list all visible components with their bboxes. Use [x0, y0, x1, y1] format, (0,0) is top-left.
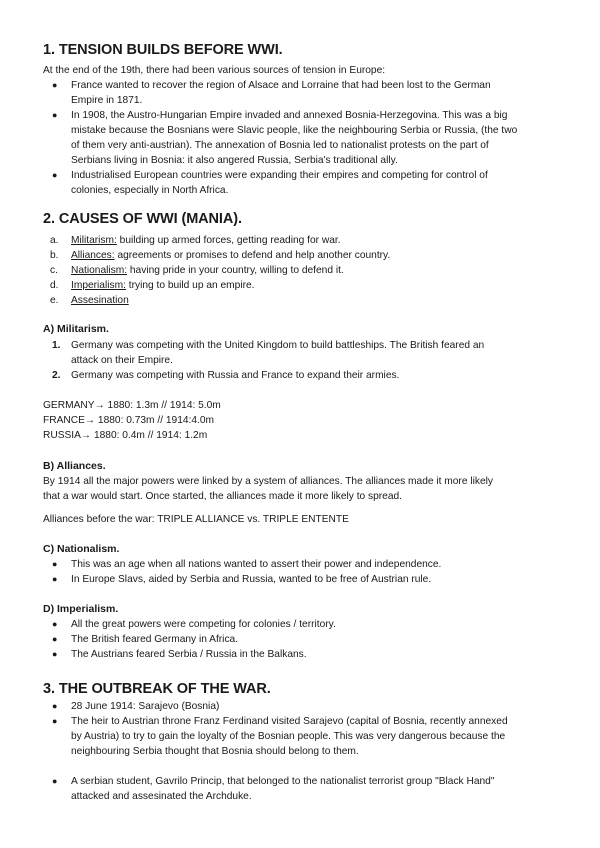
- bullet-icon: ●: [52, 574, 58, 584]
- s1-bullet-1-line-1: France wanted to recover the region of Alsace and Lorraine that had been lost to the German: [71, 80, 491, 91]
- bullet-icon: ●: [52, 716, 58, 726]
- s1-bullet-3-line-2: colonies, especially in North Africa.: [71, 185, 229, 196]
- cause-term: Militarism:: [71, 235, 117, 246]
- army-stat-france: FRANCE→ 1880: 0.73m // 1914:4.0m: [43, 415, 215, 426]
- militarism-heading: A) Militarism.: [43, 323, 109, 335]
- list-marker: e.: [50, 295, 59, 306]
- s1-bullet-1-line-2: Empire in 1871.: [71, 95, 143, 106]
- s3-bullet-2-line-2: by Austria) to try to gain the loyalty of the Bosnian people. This was very dangerous because the: [71, 731, 506, 742]
- cause-desc: having pride in your country, willing to defend it.: [127, 265, 344, 276]
- cause-desc: agreements or promises to defend and help another country.: [114, 250, 391, 261]
- bullet-icon: ●: [52, 619, 58, 629]
- s1-bullet-2-line-1: In 1908, the Austro-Hungarian Empire invaded and annexed Bosnia-Herzegovina. This was a big: [71, 110, 508, 121]
- s3-bullet-2-line-3: neighbouring Serbia thought that Bosnia should belong to them.: [71, 746, 359, 757]
- bullet-icon: ●: [52, 170, 58, 180]
- alliances-text-line-2: that a war would start. Once started, the alliances made it more likely to spread.: [43, 491, 402, 502]
- section-2-title: 2. CAUSES OF WWI (MANIA).: [43, 211, 242, 227]
- list-marker: c.: [50, 265, 58, 276]
- section-1-title: 1. TENSION BUILDS BEFORE WWI.: [43, 42, 283, 58]
- imperialism-item-2: The British feared Germany in Africa.: [71, 634, 239, 645]
- alliances-heading: B) Alliances.: [43, 460, 106, 472]
- s1-bullet-2-line-2: mistake because the Bosnians were Slavic people, like the neighbouring Serbia or Russia, (the two: [71, 125, 518, 136]
- cause-desc: trying to build up an empire.: [125, 280, 255, 291]
- section-3-title: 3. THE OUTBREAK OF THE WAR.: [43, 681, 271, 697]
- list-number: 1.: [52, 340, 61, 351]
- army-stat-russia: RUSSIA→ 1880: 0.4m // 1914: 1.2m: [43, 430, 208, 441]
- bullet-icon: ●: [52, 701, 58, 711]
- army-stat-germany: GERMANY→ 1880: 1.3m // 1914: 5.0m: [43, 400, 221, 411]
- imperialism-heading: D) Imperialism.: [43, 603, 119, 615]
- s3-bullet-2-line-1: The heir to Austrian throne Franz Ferdinand visited Sarajevo (capital of Bosnia, recently annexed: [71, 716, 508, 727]
- cause-item-alliances: [71, 248, 390, 263]
- cause-item-militarism: [71, 233, 341, 248]
- s1-bullet-2-line-3: of them very anti-austrian). The annexation of Bosnia led to nationalist protests on the part of: [71, 140, 489, 151]
- bullet-icon: ●: [52, 776, 58, 786]
- cause-item-nationalism: [71, 263, 344, 278]
- list-number: 2.: [52, 370, 61, 381]
- bullet-icon: ●: [52, 110, 58, 120]
- cause-term: Nationalism:: [71, 265, 128, 276]
- section-1-intro: At the end of the 19th, there had been various sources of tension in Europe:: [43, 65, 386, 76]
- s1-bullet-3-line-1: Industrialised European countries were expanding their empires and competing for control of: [71, 170, 488, 181]
- list-marker: d.: [50, 280, 59, 291]
- list-marker: b.: [50, 250, 59, 261]
- cause-item-imperialism: [71, 278, 254, 293]
- list-marker: a.: [50, 235, 59, 246]
- s3-bullet-3-line-2: attacked and assesinated the Archduke.: [71, 791, 252, 802]
- cause-item-assesination: [71, 293, 129, 308]
- nationalism-heading: C) Nationalism.: [43, 543, 120, 555]
- cause-term: Assesination: [71, 295, 129, 306]
- cause-desc: building up armed forces, getting reading for war.: [116, 235, 341, 246]
- alliances-before-war: Alliances before the war: TRIPLE ALLIANCE vs. TRIPLE ENTENTE: [43, 514, 349, 525]
- nationalism-item-1: This was an age when all nations wanted to assert their power and independence.: [71, 559, 442, 570]
- nationalism-item-2: In Europe Slavs, aided by Serbia and Russia, wanted to be free of Austrian rule.: [71, 574, 432, 585]
- bullet-icon: ●: [52, 80, 58, 90]
- militarism-item-1-line-2: attack on their Empire.: [71, 355, 173, 366]
- bullet-icon: ●: [52, 634, 58, 644]
- s3-bullet-1: 28 June 1914: Sarajevo (Bosnia): [71, 701, 220, 712]
- cause-term: Imperialism:: [71, 280, 126, 291]
- militarism-item-1-line-1: Germany was competing with the United Kingdom to build battleships. The British feared an: [71, 340, 485, 351]
- s1-bullet-2-line-4: Serbians living in Bosnia: it also angered Russia, Serbia's traditional ally.: [71, 155, 398, 166]
- imperialism-item-3: The Austrians feared Serbia / Russia in the Balkans.: [71, 649, 307, 660]
- militarism-item-2: Germany was competing with Russia and France to expand their armies.: [71, 370, 400, 381]
- cause-term: Alliances:: [71, 250, 115, 261]
- imperialism-item-1: All the great powers were competing for colonies / territory.: [71, 619, 336, 630]
- bullet-icon: ●: [52, 559, 58, 569]
- s3-bullet-3-line-1: A serbian student, Gavrilo Princip, that belonged to the nationalist terrorist group "Black Hand": [71, 776, 495, 787]
- bullet-icon: ●: [52, 649, 58, 659]
- alliances-text-line-1: By 1914 all the major powers were linked by a system of alliances. The alliances made it more likely: [43, 476, 493, 487]
